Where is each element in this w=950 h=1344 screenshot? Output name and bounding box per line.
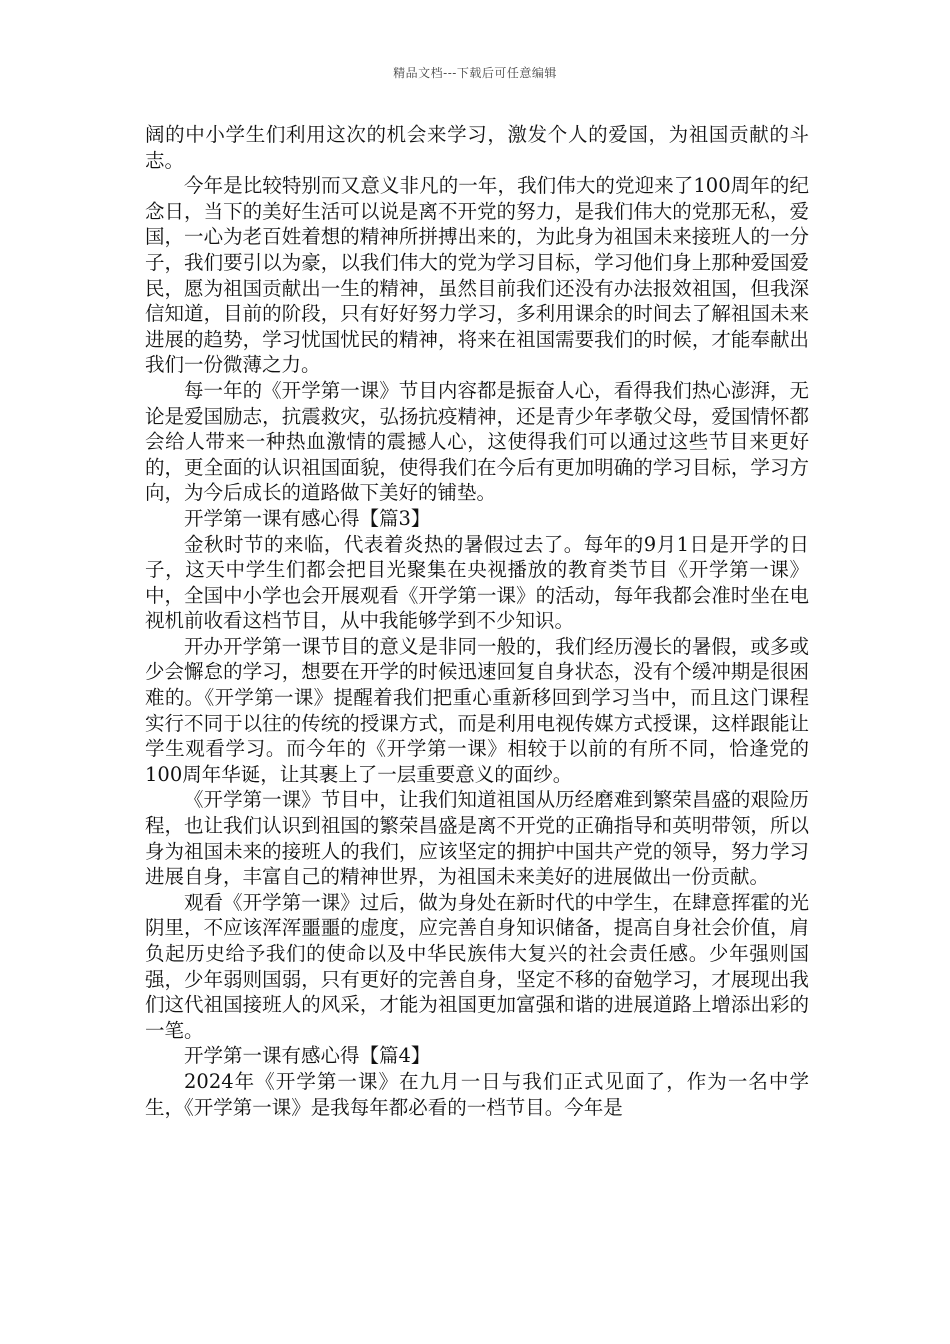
paragraph: 每一年的《开学第一课》节目内容都是振奋人心，看得我们热心澎湃，无论是爱国励志，抗震救灾，弘扬抗疫精神，还是青少年孝敬父母，爱国情怀都会给人带来一种热血激情的震撼人心，这使得我们可以通过这些节目来更好的，更全面的认识祖国面貌，使得我们在今后有更加明确的学习目标，学习方向，为今后成长的道路做下美好的铺垫。 bbox=[145, 378, 809, 505]
paragraph: 2024年《开学第一课》在九月一日与我们正式见面了，作为一名中学生，《开学第一课》是我每年都必看的一档节目。今年是 bbox=[145, 1069, 809, 1119]
paragraph: 金秋时节的来临，代表着炎热的暑假过去了。每年的9月1日是开学的日子，这天中学生们都会把目光聚集在央视播放的教育类节目《开学第一课》中，全国中小学也会开展观看《开学第一课》的活动，每年我都会准时坐在电视机前收看这档节目，从中我能够学到不少知识。 bbox=[145, 532, 809, 633]
paragraph: 《开学第一课》节目中，让我们知道祖国从历经磨难到繁荣昌盛的艰险历程，也让我们认识到祖国的繁荣昌盛是离不开党的正确指导和英明带领，所以身为祖国未来的接班人的我们，应该坚定的拥护中国共产党的领导，努力学习进展自身，丰富自己的精神世界，为祖国未来美好的进展做出一份贡献。 bbox=[145, 788, 809, 889]
document-body bbox=[145, 122, 809, 1120]
section-heading-3: 开学第一课有感心得【篇3】 bbox=[184, 506, 431, 530]
section-heading-4: 开学第一课有感心得【篇4】 bbox=[184, 1044, 431, 1068]
paragraph: 观看《开学第一课》过后，做为身处在新时代的中学生，在肆意挥霍的光阴里，不应该浑浑噩噩的虚度，应完善自身知识储备，提高自身社会价值，肩负起历史给予我们的使命以及中华民族伟大复兴的社会责任感。少年强则国强，少年弱则国弱，只有更好的完善自身，坚定不移的奋勉学习，才展现出我们这代祖国接班人的风采，才能为祖国更加富强和谐的进展道路上增添出彩的一笔。 bbox=[145, 890, 809, 1042]
page-header: 精品文档---下载后可任意编辑 bbox=[393, 66, 557, 80]
paragraph: 今年是比较特别而又意义非凡的一年，我们伟大的党迎来了100周年的纪念日，当下的美好生活可以说是离不开党的努力，是我们伟大的党那无私，爱国，一心为老百姓着想的精神所拼搏出来的，为此身为祖国未来接班人的一分子，我们要引以为豪，以我们伟大的党为学习目标，学习他们身上那种爱国爱民，愿为祖国贡献出一生的精神，虽然目前我们还没有办法报效祖国，但我深信知道，目前的阶段，只有好好努力学习，多利用课余的时间去了解祖国未来进展的趋势，学习忧国忧民的精神，将来在祖国需要我们的时候，才能奉献出我们一份微薄之力。 bbox=[145, 174, 809, 377]
paragraph-continuation: 阔的中小学生们利用这次的机会来学习，激发个人的爱国，为祖国贡献的斗志。 bbox=[145, 123, 809, 172]
paragraph: 开办开学第一课节目的意义是非同一般的，我们经历漫长的暑假，或多或少会懈怠的学习，想要在开学的时候迅速回复自身状态，没有个缓冲期是很困难的。《开学第一课》提醒着我们把重心重新移回到学习当中，而且这门课程实行不同于以往的传统的授课方式，而是利用电视传媒方式授课，这样跟能让学生观看学习。而今年的《开学第一课》相较于以前的有所不同，恰逢党的100周年华诞，让其裹上了一层重要意义的面纱。 bbox=[145, 634, 809, 786]
